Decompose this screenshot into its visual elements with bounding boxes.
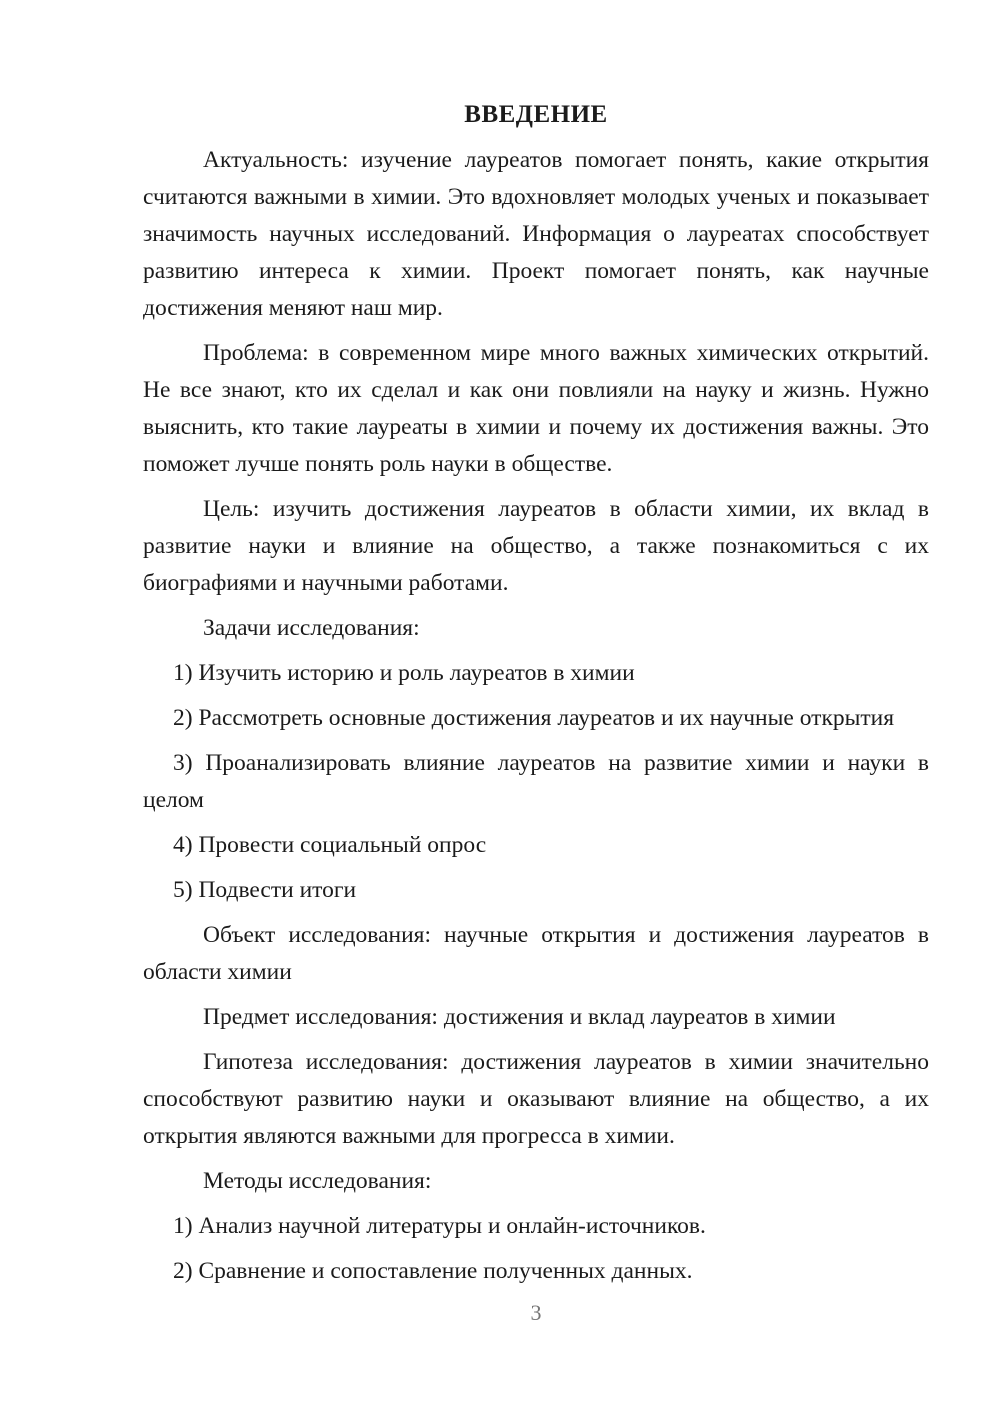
page-number: 3 xyxy=(530,1300,542,1325)
task-item-1: 1) Изучить историю и роль лауреатов в химии xyxy=(173,660,635,686)
paragraph-tasks-heading: Задачи исследования: xyxy=(203,615,420,641)
task-item-5: 5) Подвести итоги xyxy=(173,877,357,903)
document-body xyxy=(143,142,929,1290)
task-item-3: 3) Проанализировать влияние лауреатов на развитие химии и науки в целом xyxy=(143,750,929,813)
paragraph-problem: Проблема: в современном мире много важных химических открытий. Не все знают, кто их сделал и как они повлияли на науку и жизнь. Нужно выяснить, кто такие лауреаты в химии и почему их достижения важны. Это поможет лучше понять роль науки в обществе. xyxy=(143,340,929,477)
method-item-1: 1) Анализ научной литературы и онлайн-источников. xyxy=(173,1213,706,1239)
paragraph-goal: Цель: изучить достижения лауреатов в области химии, их вклад в развитие науки и влияние на общество, а также познакомиться с их биографиями и научными работами. xyxy=(143,496,929,596)
paragraph-object: Объект исследования: научные открытия и достижения лауреатов в области химии xyxy=(143,922,929,985)
section-title: ВВЕДЕНИЕ xyxy=(464,101,608,128)
task-item-2: 2) Рассмотреть основные достижения лауреатов и их научные открытия xyxy=(173,705,895,731)
paragraph-relevance: Актуальность: изучение лауреатов помогает понять, какие открытия считаются важными в химии. Это вдохновляет молодых ученых и показывает значимость научных исследований. Информация о лауреатах способствует развитию интереса к химии. Проект помогает понять, как научные достижения меняют наш мир. xyxy=(143,147,929,321)
paragraph-subject: Предмет исследования: достижения и вклад лауреатов в химии xyxy=(203,1004,836,1030)
paragraph-hypothesis: Гипотеза исследования: достижения лауреатов в химии значительно способствуют развитию науки и оказывают влияние на общество, а их открытия являются важными для прогресса в химии. xyxy=(143,1049,929,1149)
task-item-4: 4) Провести социальный опрос xyxy=(173,832,487,858)
method-item-2: 2) Сравнение и сопоставление полученных данных. xyxy=(173,1258,693,1284)
paragraph-methods-heading: Методы исследования: xyxy=(203,1168,432,1194)
